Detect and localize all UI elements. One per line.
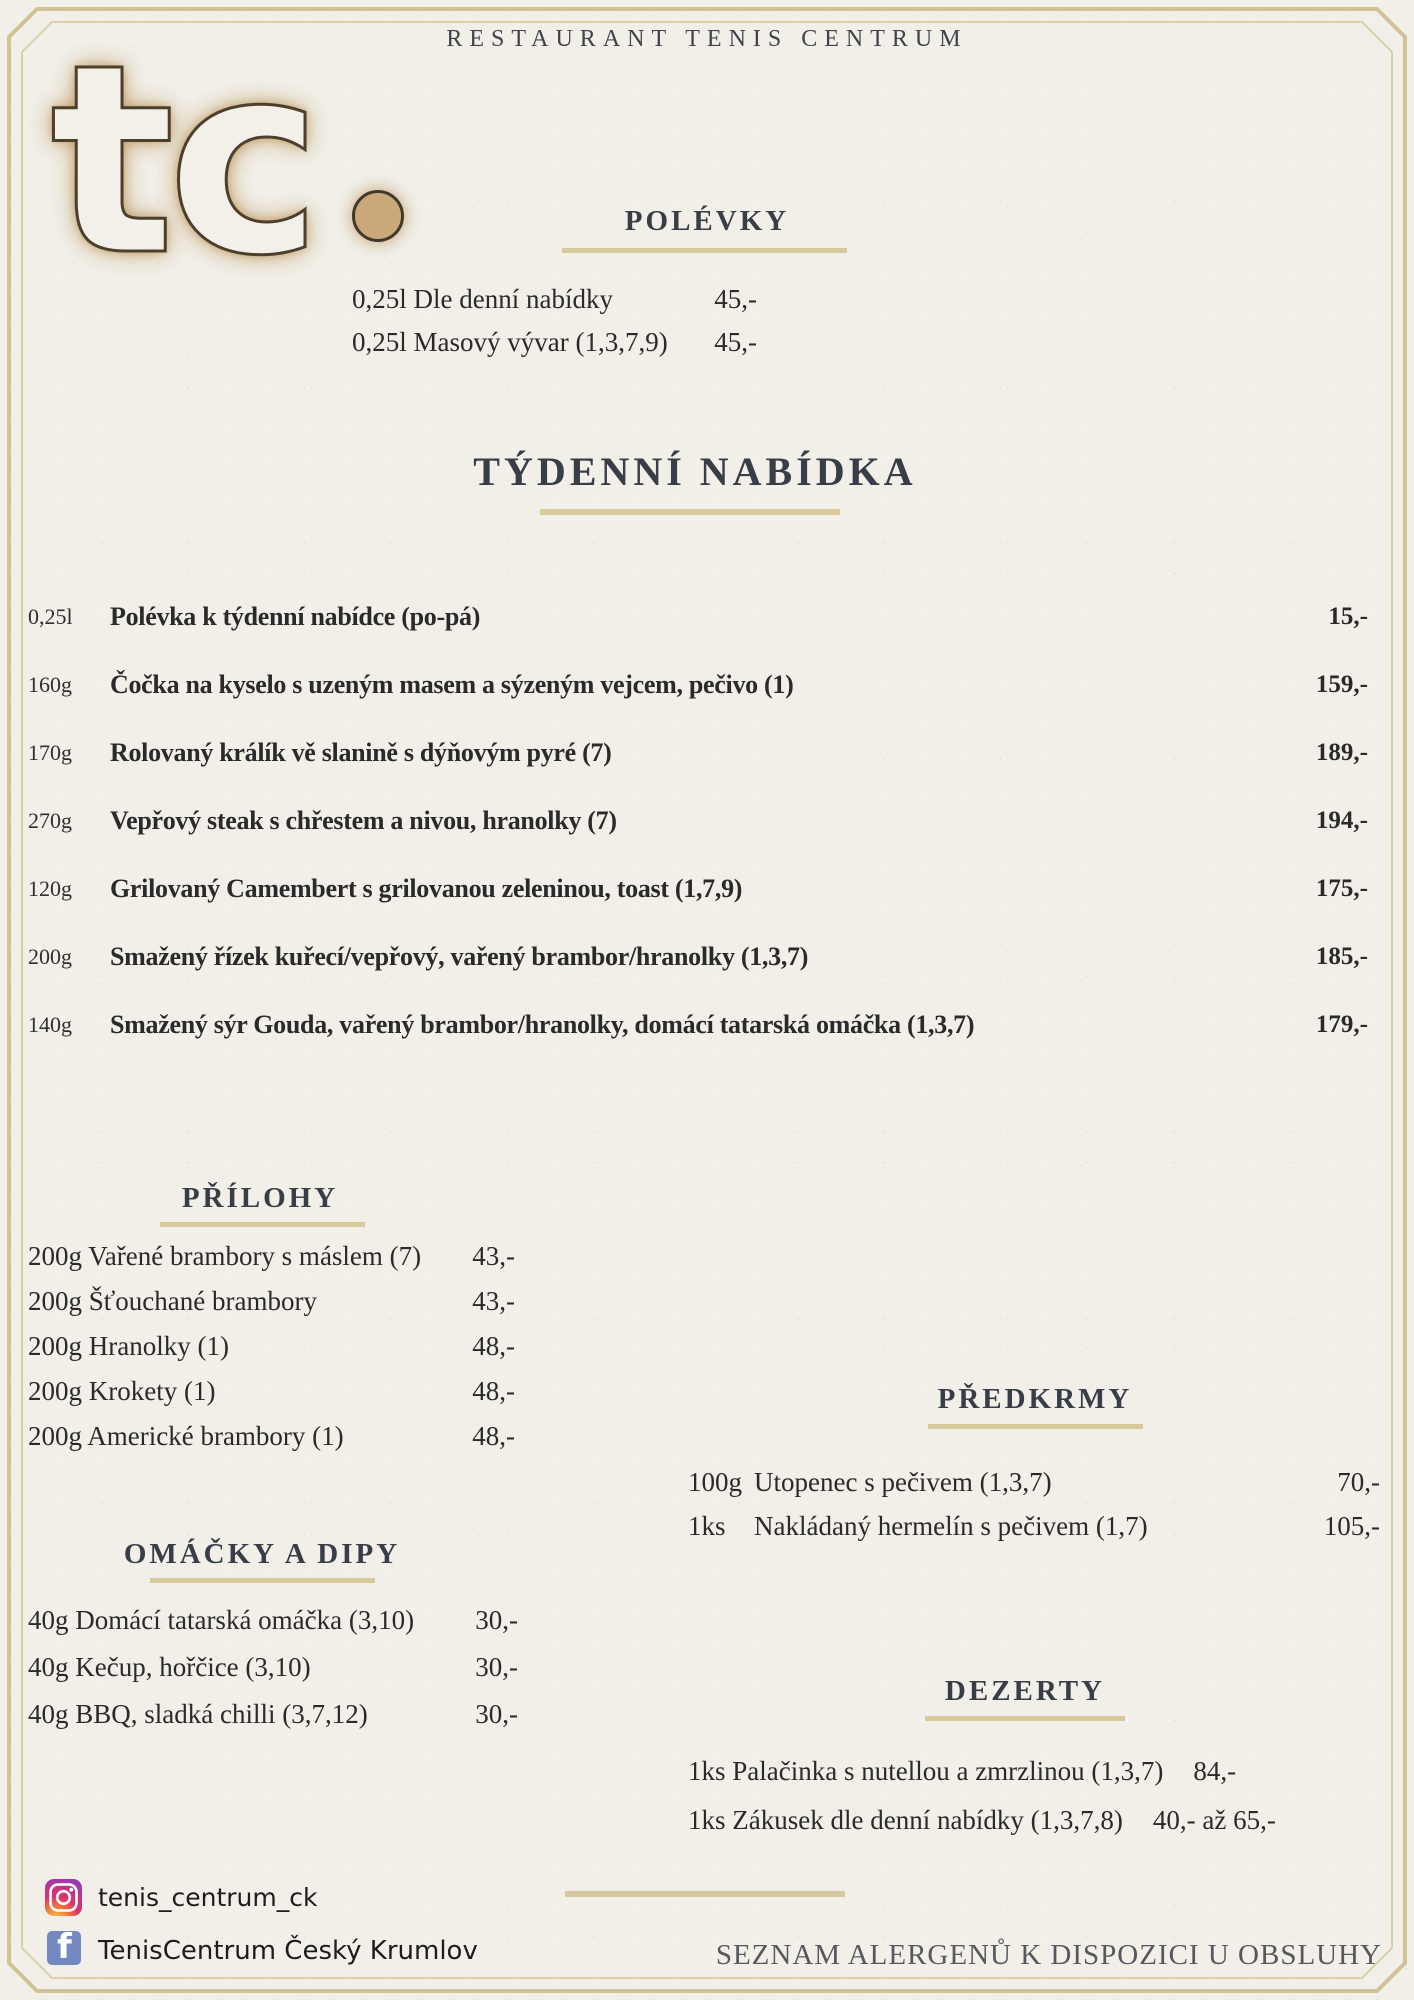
item-price: 159,- — [1315, 671, 1368, 698]
item-price: 70,- — [1337, 1466, 1380, 1497]
item-price: 45,- — [714, 327, 757, 357]
tc-logo: tc — [50, 8, 315, 313]
weekly-item-list — [28, 583, 1368, 1059]
section-title-starters: PŘEDKRMY — [937, 1383, 1133, 1415]
menu-item-row — [28, 1369, 515, 1414]
instagram-handle[interactable]: tenis_centrum_ck — [98, 1883, 318, 1912]
item-price: 30,- — [475, 1605, 518, 1635]
sides-item-list — [28, 1234, 515, 1459]
menu-item-row — [28, 1414, 515, 1459]
facebook-page-name[interactable]: TenisCentrum Český Krumlov — [98, 1936, 478, 1966]
item-qty: 120g — [28, 876, 72, 901]
item-name: 200g Šťouchané brambory — [28, 1286, 317, 1316]
section-title-soups: POLÉVKY — [624, 205, 790, 237]
menu-item-row — [28, 991, 1368, 1059]
item-name: Grilovaný Camembert s grilovanou zeleninou, toast (1,7,9) — [110, 874, 743, 903]
menu-item-row — [28, 1279, 515, 1324]
section-title-sides: PŘÍLOHY — [181, 1182, 339, 1214]
item-name: 1ks Zákusek dle denní nabídky (1,3,7,8) — [688, 1805, 1123, 1835]
restaurant-name: RESTAURANT TENIS CENTRUM — [446, 26, 968, 52]
starters-underline — [928, 1424, 1143, 1429]
instagram-icon[interactable] — [45, 1879, 82, 1916]
footer-divider — [565, 1891, 845, 1897]
item-price: 48,- — [472, 1376, 515, 1406]
item-price: 40,- až 65,- — [1152, 1805, 1276, 1835]
item-name: 40g BBQ, sladká chilli (3,7,12) — [28, 1699, 368, 1729]
item-name: 0,25l Masový vývar (1,3,7,9) — [352, 327, 668, 357]
item-price: 185,- — [1315, 943, 1368, 970]
menu-item-row — [28, 1691, 518, 1738]
item-price: 179,- — [1315, 1011, 1368, 1038]
menu-item-row — [688, 1796, 1276, 1845]
item-price: 30,- — [475, 1699, 518, 1729]
item-name: Čočka na kyselo s uzeným masem a sýzeným vejcem, pečivo (1) — [110, 670, 794, 699]
item-name: 200g Americké brambory (1) — [28, 1421, 344, 1451]
item-qty: 170g — [28, 740, 72, 765]
item-price: 45,- — [714, 284, 757, 314]
menu-item-row — [352, 321, 757, 364]
item-name: Polévka k týdenní nabídce (po-pá) — [110, 602, 481, 631]
item-name: 40g Kečup, hořčice (3,10) — [28, 1652, 311, 1682]
item-name: 40g Domácí tatarská omáčka (3,10) — [28, 1605, 415, 1635]
item-price: 43,- — [472, 1286, 515, 1316]
item-name: 200g Vařené brambory s máslem (7) — [28, 1241, 422, 1271]
item-price: 194,- — [1315, 807, 1368, 834]
item-name: 200g Krokety (1) — [28, 1376, 216, 1406]
item-qty: 0,25l — [28, 604, 73, 629]
item-qty: 160g — [28, 672, 72, 697]
item-name: 1ks Palačinka s nutellou a zmrzlinou (1,3,7) — [688, 1756, 1164, 1786]
item-name: Smažený sýr Gouda, vařený brambor/hranolky, domácí tatarská omáčka (1,3,7) — [110, 1010, 975, 1039]
sides-underline — [160, 1222, 365, 1227]
item-price: 48,- — [472, 1331, 515, 1361]
menu-item-row — [28, 923, 1368, 991]
item-price: 48,- — [472, 1421, 515, 1451]
menu-item-row — [28, 719, 1368, 787]
item-name: Vepřový steak s chřestem a nivou, hranolky (7) — [110, 806, 617, 835]
soups-underline — [562, 248, 847, 253]
item-qty: 140g — [28, 1012, 72, 1037]
section-title-desserts: DEZERTY — [944, 1675, 1106, 1707]
item-qty: 200g — [28, 944, 72, 969]
sauces-underline — [150, 1578, 375, 1583]
item-price: 43,- — [472, 1241, 515, 1271]
menu-item-row — [28, 583, 1368, 651]
section-title-weekly: TÝDENNÍ NABÍDKA — [473, 449, 917, 494]
menu-item-row — [352, 278, 757, 321]
item-name: Nakládaný hermelín s pečivem (1,7) — [754, 1510, 1148, 1541]
facebook-f-glyph: f — [57, 1931, 72, 1965]
item-qty: 100g — [688, 1466, 742, 1497]
desserts-item-list — [688, 1747, 1276, 1845]
item-price: 30,- — [475, 1652, 518, 1682]
starters-item-list — [688, 1460, 1380, 1548]
item-name: 0,25l Dle denní nabídky — [352, 284, 613, 314]
menu-item-row — [688, 1504, 1380, 1548]
menu-item-row — [28, 1597, 518, 1644]
facebook-icon[interactable] — [47, 1931, 81, 1965]
menu-item-row — [28, 1234, 515, 1279]
menu-item-row — [28, 855, 1368, 923]
item-price: 105,- — [1323, 1510, 1380, 1541]
section-title-sauces: OMÁČKY A DIPY — [123, 1538, 401, 1570]
menu-item-row — [28, 651, 1368, 719]
menu-item-row — [688, 1747, 1276, 1796]
desserts-underline — [925, 1716, 1125, 1721]
item-price: 15,- — [1328, 603, 1368, 630]
item-name: Utopenec s pečivem (1,3,7) — [754, 1466, 1052, 1497]
soups-item-list — [352, 278, 757, 364]
menu-item-row — [28, 1324, 515, 1369]
item-name: Rolovaný králík vě slanině s dýňovým pyré (7) — [110, 738, 612, 767]
menu-item-row — [28, 1644, 518, 1691]
item-price: 175,- — [1315, 875, 1368, 902]
item-name: Smažený řízek kuřecí/vepřový, vařený brambor/hranolky (1,3,7) — [110, 942, 809, 971]
item-price: 84,- — [1193, 1756, 1237, 1786]
item-name: 200g Hranolky (1) — [28, 1331, 229, 1361]
item-qty: 1ks — [688, 1510, 726, 1541]
menu-item-row — [28, 787, 1368, 855]
item-price: 189,- — [1315, 739, 1368, 766]
weekly-underline — [540, 509, 840, 515]
menu-item-row — [688, 1460, 1380, 1504]
sauces-item-list — [28, 1597, 518, 1738]
item-qty: 270g — [28, 808, 72, 833]
allergen-notice: SEZNAM ALERGENŮ K DISPOZICI U OBSLUHY — [715, 1939, 1382, 1971]
